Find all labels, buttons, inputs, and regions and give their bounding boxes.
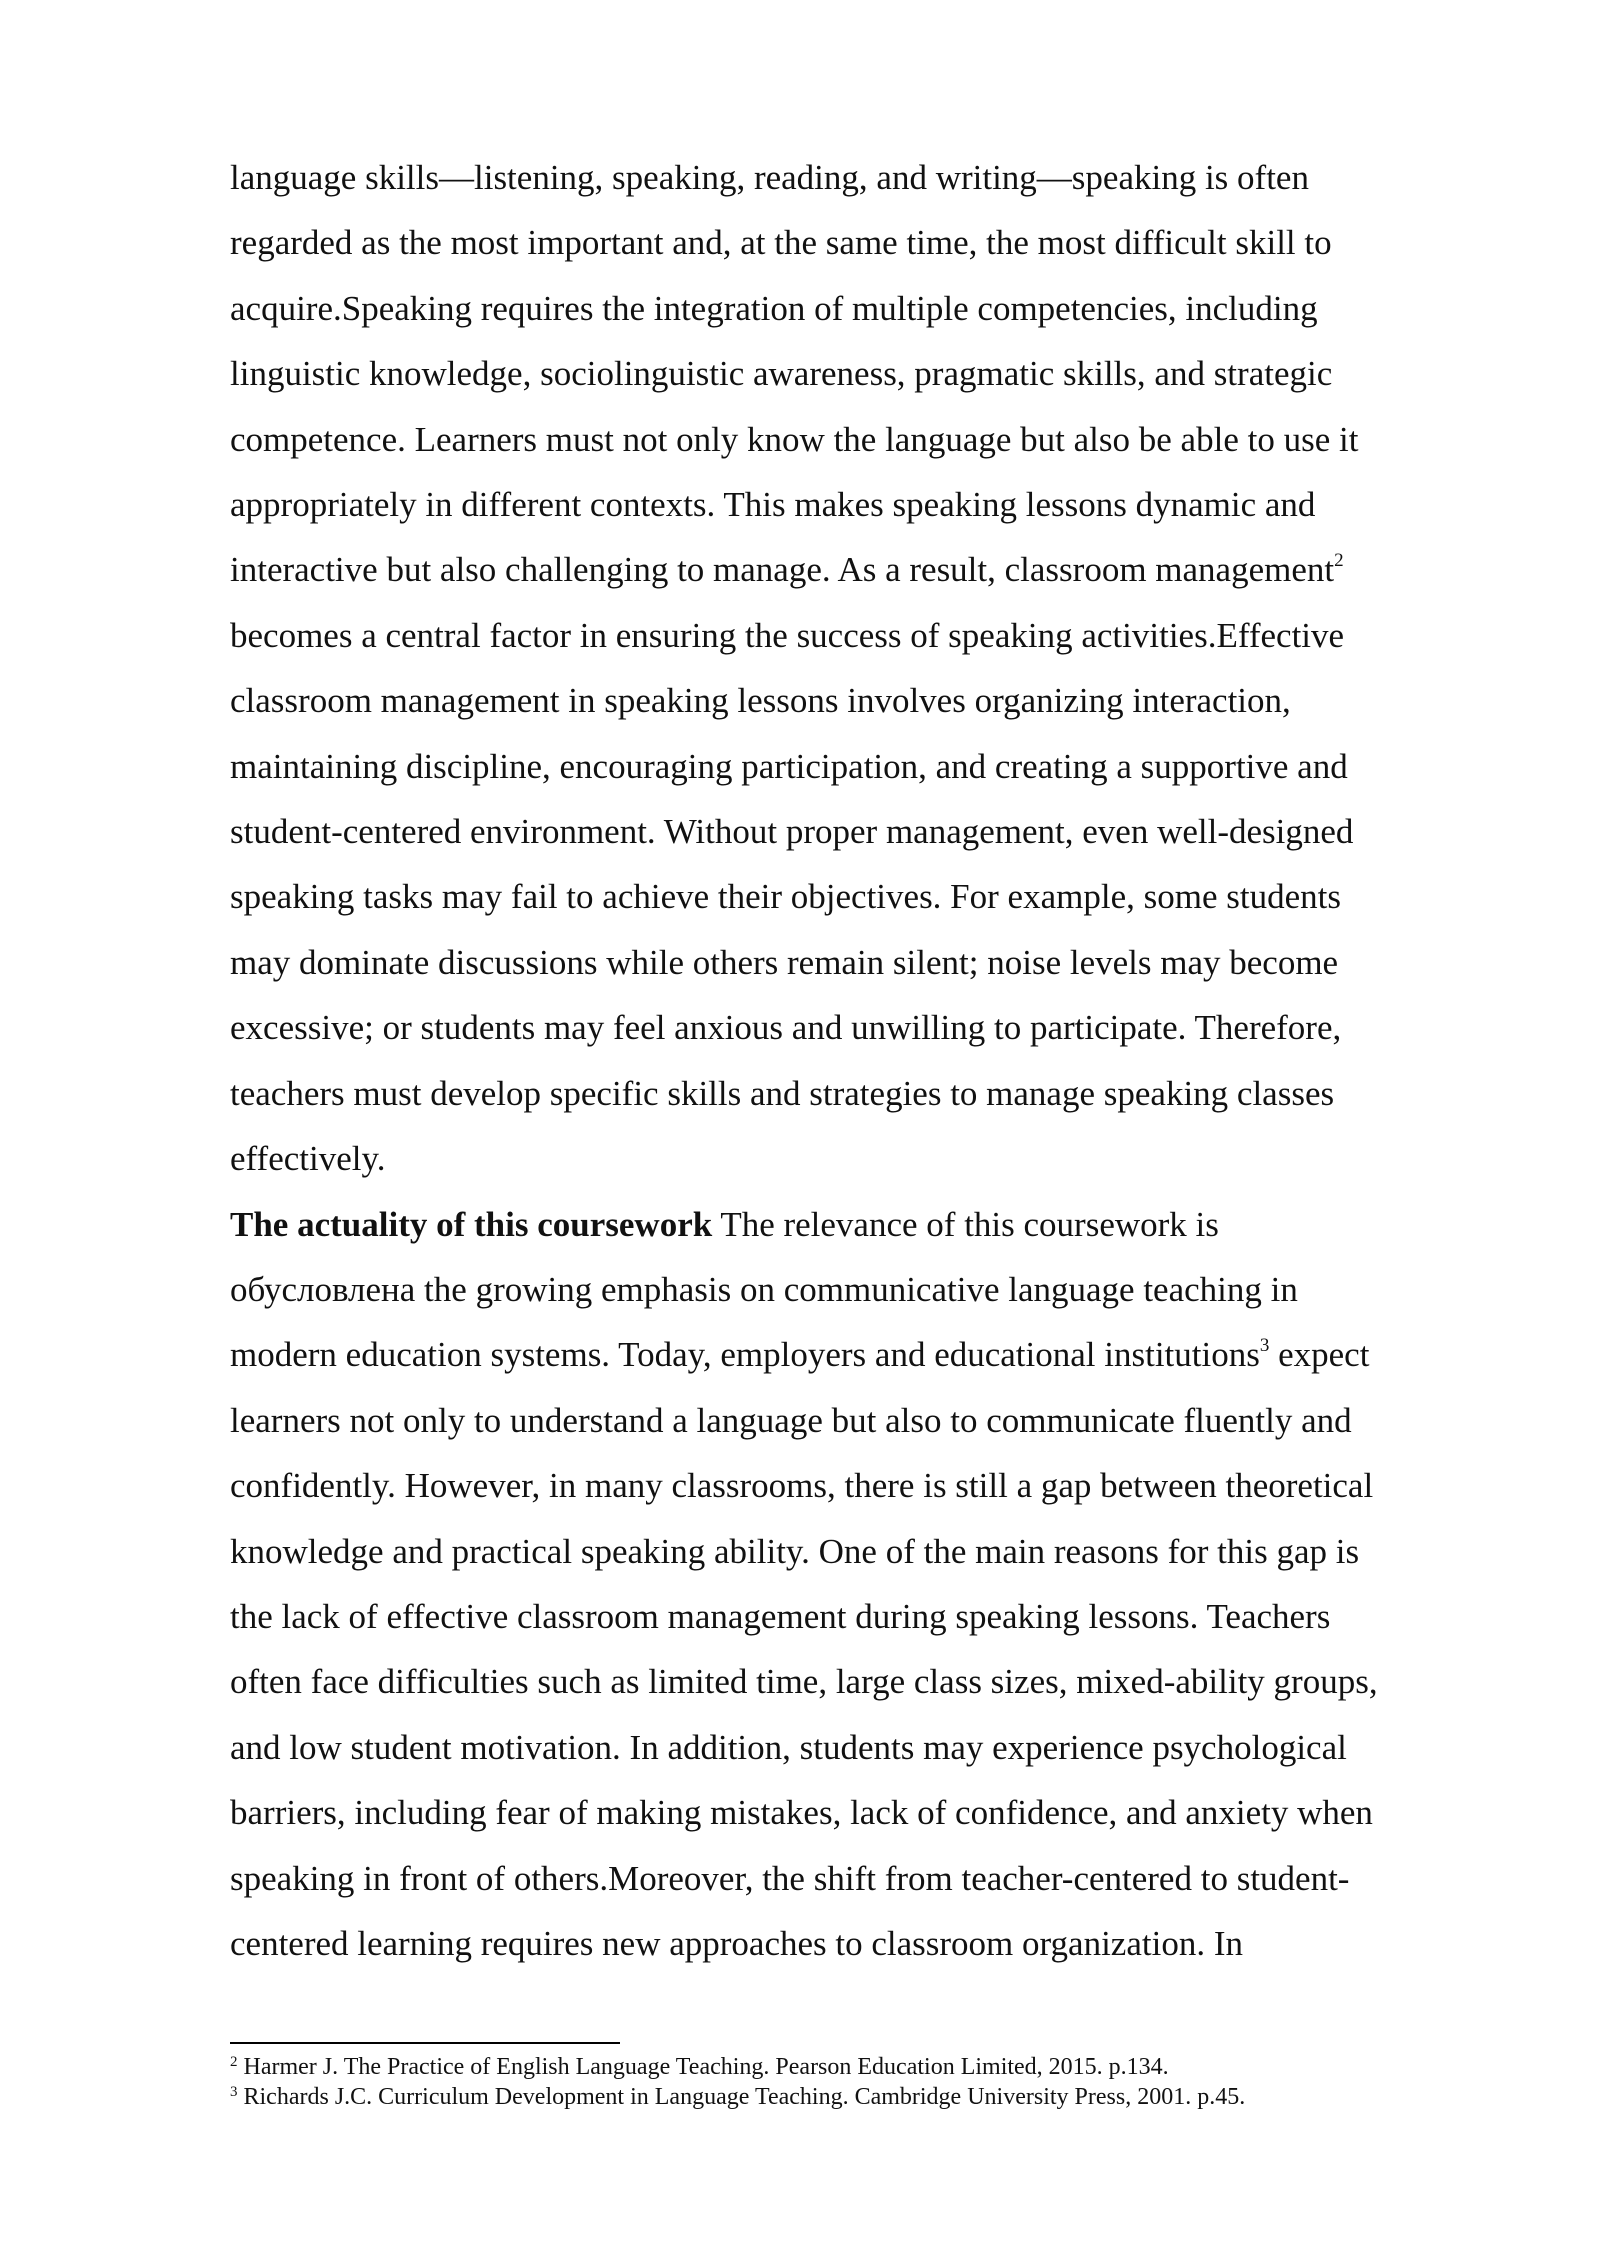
text-fragment: expect (1269, 1335, 1370, 1375)
footnote-reference[interactable]: 3 (1259, 1335, 1270, 1357)
text-line: обусловлена the growing emphasis on communicative language teaching in (230, 1269, 1298, 1309)
text-fragment: modern education systems. Today, employers and educational institutions (230, 1335, 1260, 1375)
text-line: becomes a central factor in ensuring the success of speaking activities.Effective (230, 615, 1345, 655)
footnote-text: Richards J.C. Curriculum Development in Language Teaching. Cambridge University Press, 2001. p.45. (237, 2084, 1246, 2110)
footnote-reference[interactable]: 2 (1334, 550, 1344, 572)
text-line (230, 537, 1480, 602)
text-line: speaking tasks may fail to achieve their objectives. For example, some students (230, 877, 1341, 917)
text-line: may dominate discussions while others remain silent; noise levels may become (230, 942, 1339, 982)
text-line: competence. Learners must not only know the language but also be able to use it (230, 419, 1359, 459)
text-line: appropriately in different contexts. This makes speaking lessons dynamic and (230, 485, 1316, 525)
text-line: classroom management in speaking lessons involves organizing interaction, (230, 681, 1291, 721)
text-line: barriers, including fear of making mistakes, lack of confidence, and anxiety when (230, 1793, 1373, 1833)
text-line: knowledge and practical speaking ability. One of the main reasons for this gap is (230, 1531, 1360, 1571)
text-line: excessive; or students may feel anxious and unwilling to participate. Therefore, (230, 1008, 1342, 1048)
text-line: teachers must develop specific skills and strategies to manage speaking classes (230, 1073, 1335, 1113)
text-line: centered learning requires new approaches to classroom organization. In (230, 1923, 1243, 1963)
body-text (230, 145, 1480, 1976)
text-fragment: The relevance of this coursework is (712, 1204, 1219, 1244)
text-line (230, 1192, 1480, 1257)
text-line: and low student motivation. In addition, students may experience psychological (230, 1727, 1347, 1767)
text-line: maintaining discipline, encouraging participation, and creating a supportive and (230, 746, 1348, 786)
footnote-text: Harmer J. The Practice of English Language Teaching. Pearson Education Limited, 2015. p.134. (237, 2054, 1169, 2080)
text-line: acquire.Speaking requires the integration of multiple competencies, including (230, 288, 1318, 328)
text-line: effectively. (230, 1139, 386, 1179)
footnote (230, 2052, 1480, 2082)
footnote-separator (230, 2042, 620, 2044)
text-line: often face difficulties such as limited time, large class sizes, mixed-ability groups, (230, 1662, 1378, 1702)
text-fragment: interactive but also challenging to manage. As a result, classroom management (230, 550, 1335, 590)
text-line: regarded as the most important and, at the same time, the most difficult skill to (230, 223, 1332, 263)
text-line: confidently. However, in many classrooms, there is still a gap between theoretical (230, 1466, 1374, 1506)
section-heading-actuality: The actuality of this coursework (230, 1204, 713, 1244)
text-line: speaking in front of others.Moreover, the shift from teacher-centered to student- (230, 1858, 1350, 1898)
text-line: student-centered environment. Without proper management, even well-designed (230, 812, 1354, 852)
footnote-marker: 3 (230, 2084, 238, 2100)
footnote (230, 2082, 1480, 2112)
text-line: learners not only to understand a language but also to communicate fluently and (230, 1400, 1352, 1440)
footnote-marker: 2 (230, 2054, 238, 2070)
text-line: the lack of effective classroom management during speaking lessons. Teachers (230, 1596, 1331, 1636)
text-line: language skills—listening, speaking, reading, and writing—speaking is often (230, 158, 1309, 197)
text-line (230, 1322, 1480, 1387)
text-line: linguistic knowledge, sociolinguistic awareness, pragmatic skills, and strategic (230, 354, 1333, 394)
footnotes (230, 2052, 1480, 2112)
